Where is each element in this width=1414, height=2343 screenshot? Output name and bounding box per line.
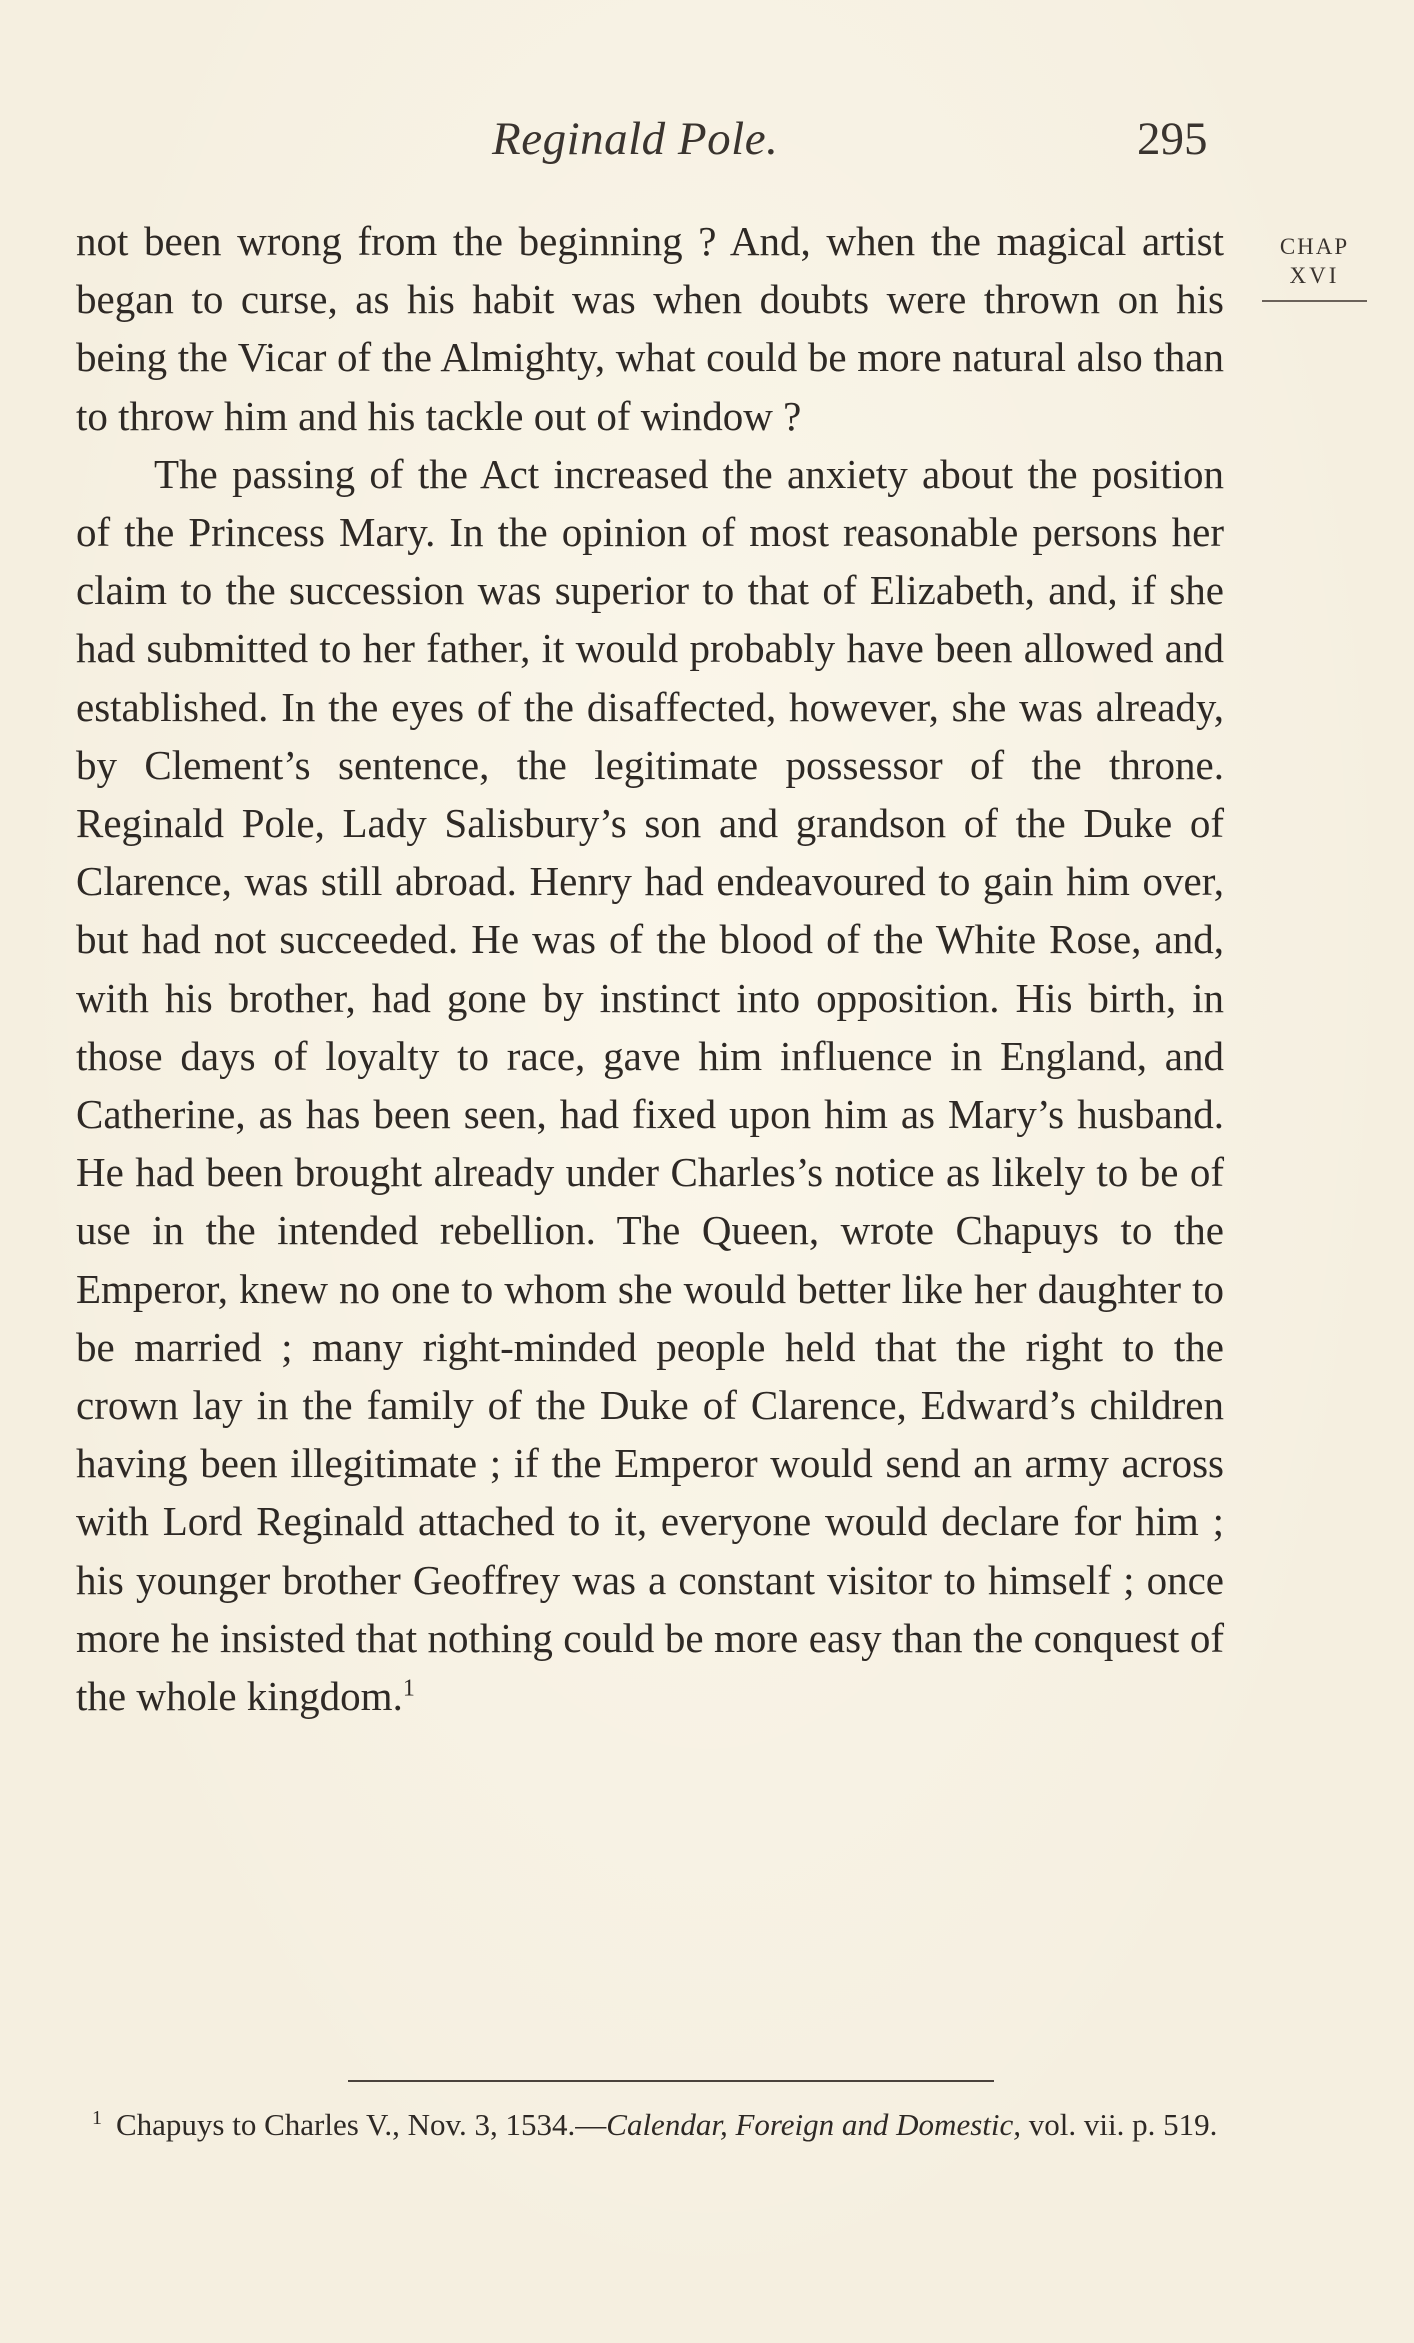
footnote-citation: vol. vii. p. 519. [1021,2107,1218,2142]
paragraph-continued: not been wrong from the beginning ? And, when the magical artist began to curse, as his habit was when doubts were thrown on his being the Vicar of the Almighty, what could be more natural also than to throw him and his tackle out of window ? [76,218,1224,439]
footnote-text: Chapuys to Charles V., Nov. 3, 1534.— [116,2107,607,2142]
footnote-mark: 1 [92,2106,102,2129]
running-title: Reginald Pole. [492,113,779,165]
paragraph-pole-text: The passing of the Act increased the anxiety about the position of the Princess Mary. In the opinion of most reasonable persons her claim to the succession was superior to that of Elizabeth, and, if she had submitted to her father, it would probably have been allowed and established. In the eyes of the disaffected, however, she was already, by Clement’s sentence, the legitimate possessor of the throne. Reginald Pole, Lady Salisbury’s son and grandson of the Duke of Clarence, was still abroad. Henry had endeavoured to gain him over, but had not succeeded. He was of the blood of the White Rose, and, with his brother, had gone by instinct into opposition. His birth, in those days of loyalty to race, gave him influence in England, and Catherine, as has been seen, had fixed upon him as Mary’s husband. He had been brought already under Charles’s notice as likely to be of use in the intended rebellion. The Queen, wrote Chapuys to the Emperor, knew no one to whom she would better like her daughter to be married ; many right-minded people held that the right to the crown lay in the family of the Duke of Clarence, Edward’s children having been illegitimate ; if the Emperor would send an army across with Lord Reginald attached to it, everyone would declare for him ; his younger brother Geoffrey was a constant visitor to himself ; once more he insisted that nothing could be more easy than the conquest of the whole kingdom. [76,450,1224,1720]
body-text [76,212,1224,1725]
footnote-source-title: Calendar, Foreign and Domestic, [606,2107,1021,2142]
footnote-reference[interactable]: 1 [402,1675,415,1702]
footnote [92,2100,1228,2150]
chapter-label: CHAP [1279,234,1350,259]
chapter-margin-note [1262,232,1367,302]
page-number: 295 [1137,113,1208,165]
page-header [72,112,1222,172]
paragraph-pole [76,445,1224,1725]
margin-rule [1262,300,1367,302]
chapter-number: XVI [1289,263,1340,288]
footnote-divider [348,2080,994,2082]
